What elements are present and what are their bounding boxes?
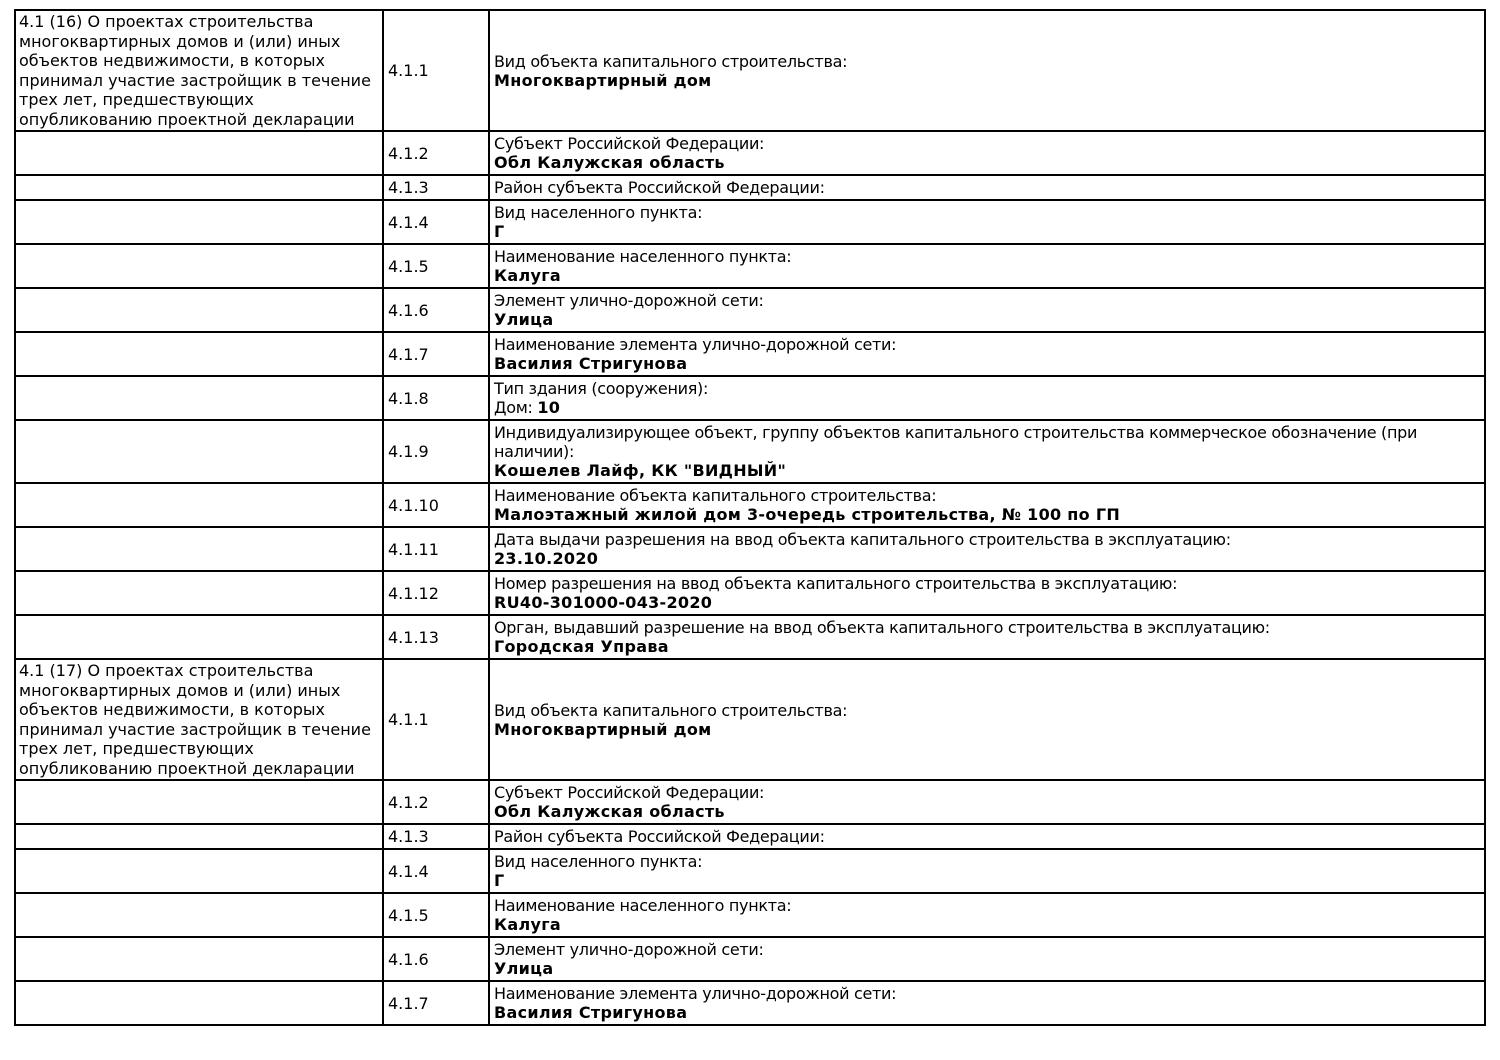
section-description-cell	[15, 332, 383, 376]
item-value-bold: Василия Стригунова	[494, 354, 688, 373]
item-label: Вид населенного пункта:	[494, 203, 703, 222]
item-content-cell	[489, 332, 1485, 376]
item-number: 4.1.6	[388, 949, 429, 969]
item-number-cell	[383, 780, 489, 824]
item-value	[494, 310, 1424, 329]
section-description-cell	[15, 659, 383, 780]
section-description-cell	[15, 527, 383, 571]
table-row	[15, 893, 1485, 937]
item-number-cell	[383, 571, 489, 615]
item-value	[494, 637, 1424, 656]
item-value	[494, 1003, 1424, 1022]
item-content-cell	[489, 824, 1485, 849]
item-value-bold: Василия Стригунова	[494, 1003, 688, 1022]
item-value	[494, 71, 1424, 90]
item-label: Дата выдачи разрешения на ввод объекта капитального строительства в эксплуатацию:	[494, 530, 1231, 549]
table-row	[15, 131, 1485, 175]
section-description-cell	[15, 893, 383, 937]
table-row	[15, 244, 1485, 288]
item-number-cell	[383, 244, 489, 288]
item-content-cell	[489, 200, 1485, 244]
section-description: 4.1 (17) О проектах строительства многоквартирных домов и (или) иных объектов недвижимости, в которых принимал участие застройщик в течение трех лет, предшествующих опубликованию проектной декларации	[19, 661, 371, 778]
table-row	[15, 937, 1485, 981]
item-value-bold: Обл Калужская область	[494, 153, 725, 172]
section-description-cell	[15, 10, 383, 131]
item-content-cell	[489, 244, 1485, 288]
item-number-cell	[383, 175, 489, 200]
section-description-cell	[15, 780, 383, 824]
section-description-cell	[15, 981, 383, 1025]
item-number-cell	[383, 200, 489, 244]
item-label: Субъект Российской Федерации:	[494, 783, 765, 802]
item-number: 4.1.2	[388, 792, 429, 812]
item-label: Наименование населенного пункта:	[494, 896, 792, 915]
item-value	[494, 505, 1424, 524]
item-number-cell	[383, 824, 489, 849]
item-label: Наименование объекта капитального строительства:	[494, 486, 937, 505]
item-value-bold: Калуга	[494, 266, 561, 285]
item-content-cell	[489, 659, 1485, 780]
item-content-cell	[489, 981, 1485, 1025]
item-content-cell	[489, 527, 1485, 571]
item-value-bold: Многоквартирный дом	[494, 719, 712, 739]
item-number: 4.1.13	[388, 627, 439, 647]
item-value-bold: Улица	[494, 310, 554, 329]
item-value	[494, 549, 1424, 568]
item-number: 4.1.3	[388, 827, 429, 846]
document-page	[14, 9, 1486, 1026]
item-label: Наименование элемента улично-дорожной сети:	[494, 984, 897, 1003]
item-value-bold: Обл Калужская область	[494, 802, 725, 821]
item-value	[494, 959, 1424, 978]
item-content-cell	[489, 175, 1485, 200]
item-number: 4.1.10	[388, 495, 439, 515]
item-value	[494, 871, 1424, 890]
item-number-cell	[383, 131, 489, 175]
item-number: 4.1.1	[388, 61, 429, 80]
table-row	[15, 332, 1485, 376]
item-number-cell	[383, 937, 489, 981]
item-label: Индивидуализирующее объект, группу объектов капитального строительства коммерческое обозначение (при наличии):	[494, 423, 1418, 461]
item-content-cell	[489, 131, 1485, 175]
table-row	[15, 615, 1485, 659]
item-label: Тип здания (сооружения):	[494, 379, 709, 398]
item-value	[494, 915, 1424, 934]
item-label: Номер разрешения на ввод объекта капитального строительства в эксплуатацию:	[494, 574, 1178, 593]
item-value	[494, 593, 1424, 612]
item-content-cell	[489, 937, 1485, 981]
item-number-cell	[383, 527, 489, 571]
item-value-bold: Г	[494, 871, 505, 890]
item-content-cell	[489, 483, 1485, 527]
item-value-bold: Кошелев Лайф, КК "ВИДНЫЙ"	[494, 461, 787, 480]
section-description-cell	[15, 131, 383, 175]
item-number-cell	[383, 10, 489, 131]
item-content-cell	[489, 893, 1485, 937]
item-label: Элемент улично-дорожной сети:	[494, 291, 764, 310]
section-description-cell	[15, 175, 383, 200]
item-label: Район субъекта Российской Федерации:	[494, 827, 825, 846]
table-row	[15, 780, 1485, 824]
item-value-bold: Городская Управа	[494, 637, 669, 656]
section-description-cell	[15, 483, 383, 527]
item-content-cell	[489, 780, 1485, 824]
item-number-cell	[383, 615, 489, 659]
item-number: 4.1.6	[388, 300, 429, 320]
item-number-cell	[383, 981, 489, 1025]
item-number: 4.1.5	[388, 256, 429, 276]
table-row	[15, 527, 1485, 571]
item-number: 4.1.9	[388, 442, 429, 461]
item-content-cell	[489, 376, 1485, 420]
item-content-cell	[489, 420, 1485, 483]
item-number: 4.1.7	[388, 344, 429, 364]
section-description-cell	[15, 849, 383, 893]
item-number: 4.1.12	[388, 583, 439, 603]
item-value-bold: Улица	[494, 959, 554, 978]
section-description-cell	[15, 288, 383, 332]
item-value	[494, 720, 1424, 739]
table-row	[15, 175, 1485, 200]
item-value-bold: Малоэтажный жилой дом 3-очередь строительства, № 100 по ГП	[494, 505, 1121, 524]
item-number: 4.1.1	[388, 710, 429, 729]
item-label: Вид объекта капитального строительства:	[494, 51, 848, 71]
section-description-cell	[15, 615, 383, 659]
section-description-cell	[15, 244, 383, 288]
item-value	[494, 802, 1424, 821]
item-value-bold: Многоквартирный дом	[494, 70, 712, 90]
table-row	[15, 200, 1485, 244]
table-row	[15, 10, 1485, 131]
item-value-bold: 23.10.2020	[494, 549, 599, 568]
table-row	[15, 420, 1485, 483]
table-row	[15, 288, 1485, 332]
section-description-cell	[15, 571, 383, 615]
item-label: Вид населенного пункта:	[494, 852, 703, 871]
item-label: Наименование элемента улично-дорожной сети:	[494, 335, 897, 354]
item-content-cell	[489, 571, 1485, 615]
table-row	[15, 981, 1485, 1025]
item-number-cell	[383, 893, 489, 937]
table-row	[15, 824, 1485, 849]
section-description: 4.1 (16) О проектах строительства многоквартирных домов и (или) иных объектов недвижимости, в которых принимал участие застройщик в течение трех лет, предшествующих опубликованию проектной декларации	[19, 12, 371, 129]
table-row	[15, 659, 1485, 780]
item-value-bold: Г	[494, 222, 505, 241]
item-content-cell	[489, 288, 1485, 332]
item-label: Район субъекта Российской Федерации:	[494, 178, 825, 197]
item-content-cell	[489, 615, 1485, 659]
item-number: 4.1.2	[388, 143, 429, 163]
item-value	[494, 398, 1424, 417]
item-label: Субъект Российской Федерации:	[494, 134, 765, 153]
item-number: 4.1.3	[388, 178, 429, 197]
item-number: 4.1.11	[388, 539, 439, 559]
item-number-cell	[383, 288, 489, 332]
item-number: 4.1.4	[388, 212, 429, 232]
item-value	[494, 153, 1424, 172]
item-number: 4.1.5	[388, 905, 429, 925]
item-content-cell	[489, 10, 1485, 131]
item-number: 4.1.4	[388, 861, 429, 881]
section-description-cell	[15, 824, 383, 849]
table-row	[15, 376, 1485, 420]
item-value	[494, 354, 1424, 373]
item-value-bold: Калуга	[494, 915, 561, 934]
section-description-cell	[15, 200, 383, 244]
item-number: 4.1.7	[388, 993, 429, 1013]
item-number-cell	[383, 849, 489, 893]
item-value	[494, 266, 1424, 285]
item-label: Элемент улично-дорожной сети:	[494, 940, 764, 959]
item-value	[494, 461, 1424, 480]
item-value-bold: RU40-301000-043-2020	[494, 593, 713, 612]
table-row	[15, 483, 1485, 527]
item-number-cell	[383, 376, 489, 420]
project-declaration-table	[14, 9, 1486, 1026]
item-label: Орган, выдавший разрешение на ввод объекта капитального строительства в эксплуатацию:	[494, 618, 1270, 637]
item-label: Вид объекта капитального строительства:	[494, 700, 848, 720]
section-description-cell	[15, 420, 383, 483]
section-description-cell	[15, 376, 383, 420]
item-value-bold: 10	[537, 398, 561, 417]
item-number-cell	[383, 332, 489, 376]
item-number-cell	[383, 420, 489, 483]
table-row	[15, 849, 1485, 893]
item-number-cell	[383, 483, 489, 527]
section-description-cell	[15, 937, 383, 981]
item-label: Наименование населенного пункта:	[494, 247, 792, 266]
table-row	[15, 571, 1485, 615]
item-content-cell	[489, 849, 1485, 893]
item-number-cell	[383, 659, 489, 780]
item-number: 4.1.8	[388, 388, 429, 408]
item-value-prefix: Дом:	[494, 398, 538, 417]
item-value	[494, 222, 1424, 241]
